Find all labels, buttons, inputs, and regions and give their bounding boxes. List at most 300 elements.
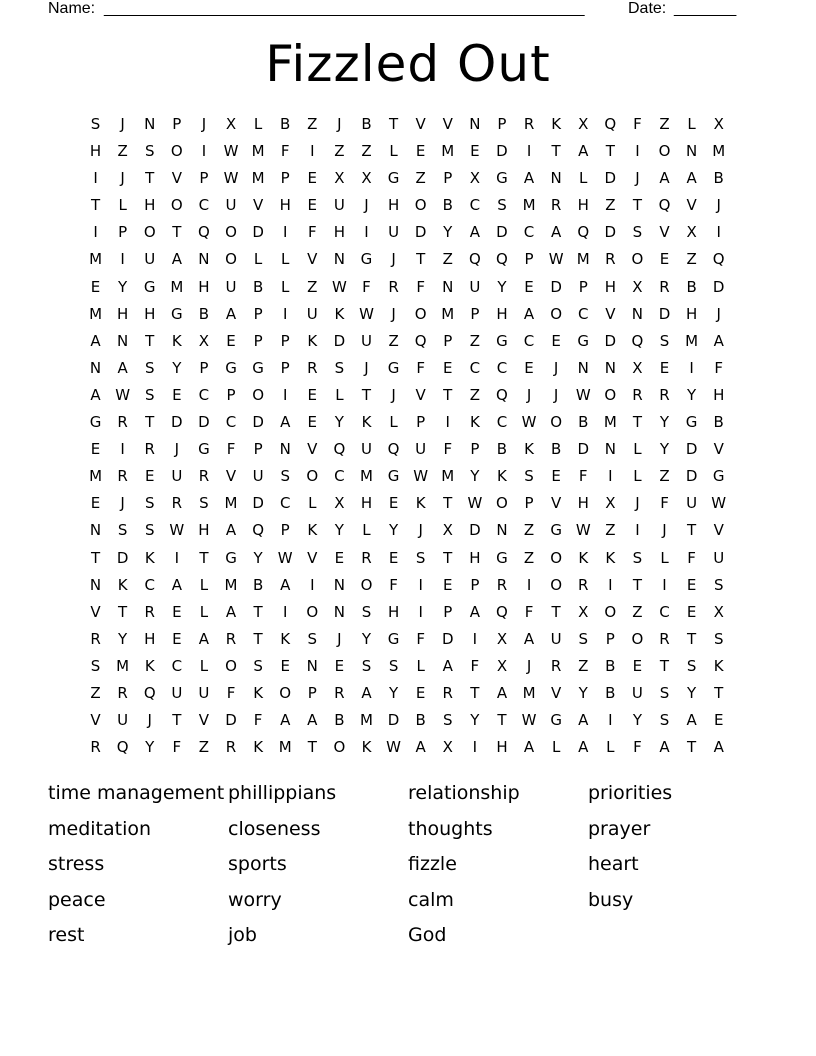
grid-letter: Y [172,358,182,377]
grid-letter: O [631,629,644,648]
grid-letter: H [387,196,400,215]
grid-letter: X [578,602,589,621]
grid-letter: S [578,629,588,648]
grid-letter: O [550,548,563,567]
grid-letter: N [198,250,210,269]
grid-letter: O [225,656,237,675]
grid-letter: A [307,711,318,730]
grid-letter: T [687,521,697,540]
grid-letter: T [632,575,642,594]
grid-letter: Y [253,548,263,567]
grid-letter: T [253,629,263,648]
grid-letter: I [472,629,478,648]
grid-letter: E [307,413,318,432]
grid-letter: N [306,656,318,675]
grid-letter: O [306,602,319,621]
word-list-item: prayer [588,817,651,840]
grid-letter: Q [631,331,644,350]
grid-letter: S [632,548,643,567]
grid-letter: Z [117,142,128,161]
grid-letter: C [171,656,183,675]
grid-letter: J [174,440,180,459]
grid-letter: H [469,548,481,567]
grid-letter: J [716,196,721,215]
grid-letter: T [551,602,561,621]
grid-letter: E [334,548,345,567]
grid-letter: S [659,331,670,350]
grid-letter: J [120,494,125,513]
grid-letter: N [89,358,102,377]
grid-letter: G [550,711,562,730]
grid-letter: R [117,413,128,432]
grid-letter: A [280,575,291,594]
grid-letter: P [253,304,263,323]
grid-letter: B [605,656,616,675]
grid-letter: S [144,358,155,377]
grid-letter: K [144,656,155,675]
grid-letter: R [361,548,372,567]
grid-letter: Q [198,223,210,242]
grid-letter: U [360,440,372,459]
grid-letter: J [553,385,559,404]
grid-letter: W [413,467,429,486]
grid-letter: N [144,115,156,133]
grid-letter: G [685,413,698,432]
grid-letter: J [391,250,396,269]
grid-letter: U [117,711,129,730]
grid-letter: Y [470,711,480,730]
grid-letter: A [171,575,182,594]
grid-letter: A [713,738,724,757]
grid-letter: N [333,602,345,621]
grid-letter: M [251,142,265,161]
grid-letter: N [333,575,345,594]
grid-letter: A [523,629,535,648]
grid-letter: R [117,467,128,486]
grid-letter: P [605,629,615,648]
grid-letter: Z [90,683,101,702]
grid-letter: M [360,711,373,730]
grid-letter: T [118,602,128,621]
grid-letter: D [496,142,508,161]
grid-letter: U [225,277,237,296]
grid-letter: Q [658,196,671,215]
grid-letter: M [116,656,130,675]
grid-letter: Z [659,467,670,486]
grid-letter: O [604,602,617,621]
grid-letter: G [496,169,508,188]
grid-letter: A [523,304,535,323]
grid-letter: E [415,142,426,161]
grid-letter: O [414,196,427,215]
grid-letter: R [307,358,318,377]
grid-letter: E [388,494,399,513]
grid-letter: X [605,494,616,513]
grid-letter: N [631,304,644,323]
grid-letter: C [198,385,210,404]
grid-letter: S [361,602,372,621]
grid-letter: R [523,115,535,133]
grid-letter: X [334,494,345,513]
grid-letter: U [171,683,183,702]
grid-letter: I [608,711,613,730]
grid-letter: R [90,738,101,757]
grid-letter: J [364,196,369,215]
grid-letter: V [415,385,426,404]
grid-letter: O [333,738,346,757]
grid-letter: P [280,169,290,188]
grid-letter: E [686,602,697,621]
grid-letter: U [333,196,345,215]
grid-letter: O [143,223,156,242]
grid-letter: T [687,738,697,757]
grid-letter: X [713,115,724,133]
grid-letter: S [497,196,507,215]
grid-letter: A [686,169,697,188]
grid-letter: Y [145,738,155,757]
grid-letter: X [442,738,453,757]
grid-letter: L [281,250,290,269]
grid-letter: G [496,331,508,350]
grid-letter: J [716,304,721,323]
grid-letter: G [387,358,400,377]
grid-letter: Q [414,331,427,350]
grid-letter: D [469,521,481,540]
grid-letter: D [252,413,264,432]
grid-letter: B [198,304,210,323]
grid-letter: O [279,683,292,702]
grid-letter: J [418,521,423,540]
grid-letter: D [496,223,508,242]
grid-letter: R [90,629,101,648]
grid-letter: B [550,440,562,459]
grid-letter: T [307,738,317,757]
grid-letter: Q [387,440,400,459]
grid-letter: C [279,494,291,513]
grid-letter: T [90,548,101,567]
grid-letter: B [578,413,589,432]
grid-letter: S [524,467,534,486]
grid-letter: P [443,169,453,188]
grid-letter: Y [632,711,642,730]
grid-letter: T [199,548,209,567]
grid-letter: I [445,413,450,432]
grid-letter: Z [307,115,318,133]
grid-letter: A [198,629,210,648]
grid-letter: E [659,250,670,269]
grid-letter: G [225,548,237,567]
word-list-item: priorities [588,782,673,804]
grid-letter: S [117,521,128,540]
word-list-item: fizzle [408,853,457,875]
grid-letter: A [659,169,670,188]
grid-letter: N [496,521,508,540]
grid-letter: Y [659,413,670,432]
grid-letter: K [469,413,480,432]
grid-letter: W [169,521,185,540]
grid-letter: K [605,548,616,567]
grid-letter: E [659,358,670,377]
grid-letter: K [578,548,589,567]
grid-letter: V [415,115,426,133]
grid-letter: R [144,440,155,459]
grid-letter: P [524,250,534,269]
grid-letter: B [713,413,724,432]
grid-letter: E [144,467,155,486]
grid-letter: T [443,385,453,404]
grid-letter: S [199,494,209,513]
grid-letter: T [145,413,155,432]
grid-letter: T [659,656,670,675]
grid-letter: A [280,711,291,730]
grid-letter: I [418,575,423,594]
grid-letter: T [90,196,101,215]
grid-letter: X [686,223,697,242]
grid-letter: Q [143,683,156,702]
word-list-item: calm [408,888,454,911]
grid-letter: Q [712,250,725,269]
grid-letter: A [523,169,535,188]
grid-letter: A [280,413,291,432]
grid-letter: Z [307,277,318,296]
grid-letter: C [496,413,508,432]
grid-letter: Y [388,521,399,540]
grid-letter: V [713,440,724,459]
grid-letter: E [334,656,345,675]
grid-letter: H [117,304,129,323]
grid-letter: B [442,196,453,215]
grid-letter: J [364,358,369,377]
grid-letter: J [391,304,396,323]
grid-letter: I [282,223,288,242]
grid-letter: Z [632,602,643,621]
grid-letter: L [660,548,669,567]
grid-letter: I [120,440,125,459]
grid-letter: E [280,656,290,675]
grid-letter: C [496,358,508,377]
grid-letter: S [361,656,372,675]
grid-letter: R [144,602,155,621]
grid-letter: E [172,385,182,404]
grid-letter: Z [388,331,399,350]
grid-letter: E [172,629,182,648]
grid-letter: M [522,683,536,702]
grid-letter: N [117,331,129,350]
grid-letter: X [713,602,724,621]
grid-letter: M [712,142,726,161]
grid-letter: W [521,711,537,730]
grid-letter: P [280,521,290,540]
grid-letter: W [548,250,564,269]
grid-letter: D [604,169,617,188]
grid-letter: V [307,250,318,269]
grid-letter: D [577,440,590,459]
grid-letter: Y [361,629,372,648]
word-list-item: closeness [228,817,321,840]
grid-letter: M [89,467,103,486]
grid-letter: R [496,575,508,594]
grid-letter: I [93,223,98,242]
grid-letter: X [632,358,643,377]
grid-letter: S [144,494,155,513]
grid-letter: U [469,277,481,296]
grid-letter: U [686,494,698,513]
word-list-item: peace [48,888,106,911]
grid-letter: D [252,223,264,242]
grid-letter: L [199,656,209,675]
grid-letter: R [659,629,670,648]
grid-letter: C [144,575,155,594]
grid-letter: A [578,738,589,757]
grid-letter: P [280,331,290,350]
grid-letter: A [551,223,562,242]
grid-letter: F [660,494,669,513]
grid-letter: O [631,250,644,269]
grid-letter: T [172,223,182,242]
grid-letter: V [171,169,182,188]
grid-letter: I [174,548,180,567]
grid-letter: K [307,521,318,540]
grid-letter: U [631,683,643,702]
grid-letter: O [170,142,183,161]
grid-letter: R [225,629,237,648]
grid-letter: A [469,223,480,242]
grid-letter: W [223,169,239,188]
word-list-item: busy [588,888,634,911]
grid-letter: R [605,250,616,269]
grid-letter: U [225,196,237,215]
grid-letter: F [280,142,290,161]
grid-letter: M [224,494,238,513]
grid-letter: N [89,575,102,594]
grid-letter: G [387,629,400,648]
grid-letter: H [496,738,508,757]
grid-letter: E [443,358,453,377]
grid-letter: P [470,440,480,459]
grid-letter: B [252,575,264,594]
grid-letter: C [577,304,589,323]
grid-letter: E [713,711,724,730]
grid-letter: C [523,223,535,242]
grid-letter: G [252,358,264,377]
grid-letter: A [361,683,372,702]
grid-letter: U [306,304,318,323]
grid-letter: R [171,494,183,513]
grid-letter: S [686,656,697,675]
grid-letter: J [201,115,207,133]
grid-letter: J [337,629,342,648]
word-list-item: stress [48,853,105,875]
grid-letter: F [226,440,236,459]
grid-letter: V [198,711,210,730]
word-list-item: sports [228,853,287,875]
grid-letter: H [387,602,400,621]
grid-letter: E [388,548,399,567]
grid-letter: S [253,656,263,675]
grid-letter: L [633,440,642,459]
grid-letter: Y [470,467,480,486]
grid-letter: O [550,413,563,432]
grid-letter: E [307,385,318,404]
grid-letter: C [659,602,670,621]
worksheet-header [48,0,748,20]
grid-letter: A [90,331,101,350]
grid-letter: J [635,494,640,513]
grid-letter: G [89,413,102,432]
grid-letter: A [496,683,508,702]
grid-letter: E [90,277,101,296]
grid-letter: P [524,494,534,513]
grid-letter: U [388,223,400,242]
grid-letter: H [144,196,156,215]
grid-letter: C [523,331,535,350]
grid-letter: A [117,358,128,377]
grid-letter: F [416,629,425,648]
grid-letter: Q [577,223,590,242]
grid-letter: D [685,440,698,459]
grid-letter: N [89,521,102,540]
grid-letter: F [470,656,480,675]
grid-letter: W [223,142,239,161]
grid-letter: Y [334,413,344,432]
grid-letter: A [415,738,426,757]
grid-letter: P [416,413,426,432]
grid-letter: F [172,738,182,757]
grid-letter: M [278,738,292,757]
grid-letter: U [171,467,183,486]
grid-letter: A [523,738,535,757]
grid-letter: D [387,711,400,730]
grid-letter: K [253,683,264,702]
grid-letter: I [472,738,478,757]
grid-letter: N [685,142,698,161]
grid-letter: O [170,196,183,215]
grid-letter: I [635,521,640,540]
word-list-item: God [408,924,447,946]
grid-letter: B [713,169,724,188]
grid-letter: U [415,440,427,459]
grid-letter: P [470,575,480,594]
grid-letter: W [711,494,727,513]
grid-letter: V [90,711,101,730]
grid-letter: G [712,467,725,486]
grid-letter: X [334,169,345,188]
grid-letter: I [93,169,98,188]
grid-letter: T [416,250,426,269]
grid-letter: A [713,331,724,350]
grid-letter: T [361,385,372,404]
grid-letter: Q [333,440,346,459]
grid-letter: S [659,683,670,702]
grid-letter: L [362,521,371,540]
grid-letter: F [307,223,317,242]
grid-letter: I [310,142,315,161]
grid-letter: Y [578,683,588,702]
grid-letter: H [89,142,102,161]
grid-letter: Z [415,169,426,188]
grid-letter: N [604,440,616,459]
grid-letter: Q [496,602,508,621]
grid-letter: T [632,196,642,215]
grid-letter: B [361,115,372,133]
grid-letter: E [632,656,643,675]
grid-letter: J [635,169,640,188]
grid-letter: P [497,115,507,133]
grid-letter: O [360,575,373,594]
grid-letter: L [416,656,425,675]
word-list [48,777,768,955]
letter-grid [82,111,732,761]
